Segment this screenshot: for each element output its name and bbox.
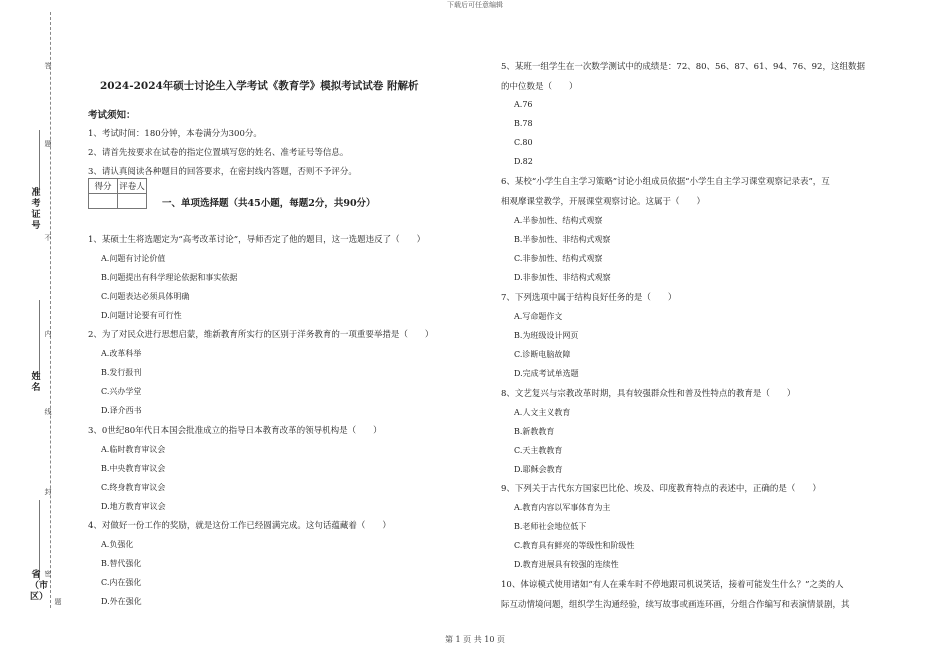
- margin-char: 题: [44, 140, 52, 148]
- margin-char: 密: [44, 570, 52, 578]
- id-field-line: [39, 130, 40, 190]
- score-header: 得分: [89, 179, 118, 194]
- grader-cell[interactable]: [118, 194, 147, 209]
- answer-option[interactable]: C.问题表达必须具体明确: [101, 292, 190, 301]
- answer-option[interactable]: D.地方教育审议会: [101, 502, 166, 511]
- score-cell[interactable]: [89, 194, 118, 209]
- answer-option[interactable]: A.教育内容以军事体育为主: [514, 503, 611, 512]
- page-footer: 第 1 页 共 10 页: [445, 635, 505, 644]
- question-stem-cont: 相观摩课堂教学，开展课堂观察讨论。这属于（ ）: [501, 197, 706, 207]
- header-note: 下载后可任意编辑: [447, 1, 503, 9]
- question-stem: 8、文艺复兴与宗教改革时期，具有较强群众性和普及性特点的教育是（ ）: [501, 389, 796, 399]
- answer-option[interactable]: C.80: [514, 138, 533, 147]
- answer-option[interactable]: D.外在强化: [101, 597, 142, 606]
- answer-option[interactable]: B.中央教育审议会: [101, 464, 166, 473]
- answer-option[interactable]: A.写命题作文: [514, 312, 563, 321]
- answer-option[interactable]: A.负强化: [101, 540, 134, 549]
- answer-option[interactable]: C.非参加性、结构式观察: [514, 254, 603, 263]
- answer-option[interactable]: B.半参加性、非结构式观察: [514, 235, 611, 244]
- notes-heading: 考试须知：: [88, 110, 136, 121]
- answer-option[interactable]: C.天主教教育: [514, 446, 563, 455]
- answer-option[interactable]: C.兴办学堂: [101, 387, 142, 396]
- answer-option[interactable]: C.诊断电脑故障: [514, 350, 571, 359]
- answer-option[interactable]: D.82: [514, 157, 533, 166]
- section-title: 一、单项选择题（共45小题，每题2分，共90分）: [162, 198, 376, 209]
- exam-note: 3、请认真阅读各种题目的回答要求，在密封线内答题，否则不予评分。: [88, 167, 357, 177]
- margin-label-name: 姓名: [31, 372, 41, 393]
- question-stem-cont: 际互动情境问题，组织学生沟通经验，续写故事或画连环画，分组合作编写和表演情景剧，其: [501, 600, 850, 610]
- answer-option[interactable]: A.问题有讨论价值: [101, 254, 166, 263]
- answer-option[interactable]: B.替代强化: [101, 559, 142, 568]
- margin-label-province: 省（市区）: [30, 570, 49, 602]
- answer-option[interactable]: B.为班级设计网页: [514, 331, 579, 340]
- margin-char: 答: [44, 62, 52, 70]
- margin-char: 线: [44, 408, 52, 416]
- answer-option[interactable]: C.教育具有鲜亮的等级性和阶级性: [514, 541, 635, 550]
- question-stem-cont: 的中位数是（ ）: [501, 82, 578, 92]
- answer-option[interactable]: A.临时教育审议会: [101, 445, 166, 454]
- answer-option[interactable]: D.完成考试单选题: [514, 369, 579, 378]
- answer-option[interactable]: A.半参加性、结构式观察: [514, 216, 603, 225]
- answer-option[interactable]: D.非参加性、非结构式观察: [514, 273, 611, 282]
- answer-option[interactable]: B.78: [514, 119, 533, 128]
- question-stem: 5、某班一组学生在一次数学测试中的成绩是：72、80、56、87、61、94、76、92，这组数据: [501, 62, 865, 72]
- answer-option[interactable]: D.耶稣会教育: [514, 465, 563, 474]
- question-stem: 10、体谅模式使用诸如“有人在乘车时不停地跟司机说笑话，接着可能发生什么？”之类的人: [501, 580, 844, 590]
- exam-note: 1、考试时间：180分钟，本卷满分为300分。: [88, 129, 262, 139]
- answer-option[interactable]: A.人文主义教育: [514, 408, 571, 417]
- margin-label-exam-id: 准考证号: [31, 188, 41, 231]
- answer-option[interactable]: D.问题讨论要有可行性: [101, 311, 182, 320]
- name-field-line: [39, 300, 40, 380]
- answer-option[interactable]: D.译介西书: [101, 406, 142, 415]
- answer-option[interactable]: A.改革科举: [101, 349, 142, 358]
- answer-option[interactable]: B.发行报刊: [101, 368, 142, 377]
- question-stem: 9、下列关于古代东方国家巴比伦、埃及、印度教育特点的表述中，正确的是（ ）: [501, 484, 821, 494]
- province-field-line: [39, 500, 40, 580]
- answer-option[interactable]: B.问题提出有科学理论依据和事实依据: [101, 273, 238, 282]
- answer-option[interactable]: A.76: [514, 100, 533, 109]
- margin-char: 题: [54, 598, 62, 606]
- question-stem: 3、0世纪80年代日本国会批准成立的指导日本教育改革的领导机构是（ ）: [88, 426, 382, 436]
- score-table: [88, 178, 147, 209]
- question-stem: 6、某校“小学生自主学习策略”讨论小组成员依据“小学生自主学习课堂观察记录表”，互: [501, 177, 830, 187]
- question-stem: 7、下列选项中属于结构良好任务的是（ ）: [501, 293, 677, 303]
- grader-header: 评卷人: [118, 179, 147, 194]
- answer-option[interactable]: B.新教教育: [514, 427, 555, 436]
- answer-option[interactable]: C.内在强化: [101, 578, 142, 587]
- page-title: 2024-2024年硕士讨论生入学考试《教育学》模拟考试试卷 附解析: [100, 80, 419, 92]
- answer-option[interactable]: B.老师社会地位低下: [514, 522, 587, 531]
- answer-option[interactable]: D.教育进展具有较强的连续性: [514, 560, 619, 569]
- binding-line: [50, 12, 51, 608]
- exam-note: 2、请首先按要求在试卷的指定位置填写您的姓名、准考证号等信息。: [88, 148, 349, 158]
- margin-char: 不: [44, 234, 52, 242]
- question-stem: 2、为了对民众进行思想启蒙，维新教育所实行的区别于洋务教育的一项重要举措是（ ）: [88, 330, 434, 340]
- margin-char: 封: [44, 488, 52, 496]
- question-stem: 4、对做好一份工作的奖励，就是这份工作已经圆满完成。这句话蕴藏着（ ）: [88, 521, 391, 531]
- margin-char: 内: [44, 330, 52, 338]
- answer-option[interactable]: C.终身教育审议会: [101, 483, 166, 492]
- question-stem: 1、某硕士生将选题定为“高考改革讨论”，导师否定了他的题目，这一选题违反了（ ）: [88, 235, 426, 245]
